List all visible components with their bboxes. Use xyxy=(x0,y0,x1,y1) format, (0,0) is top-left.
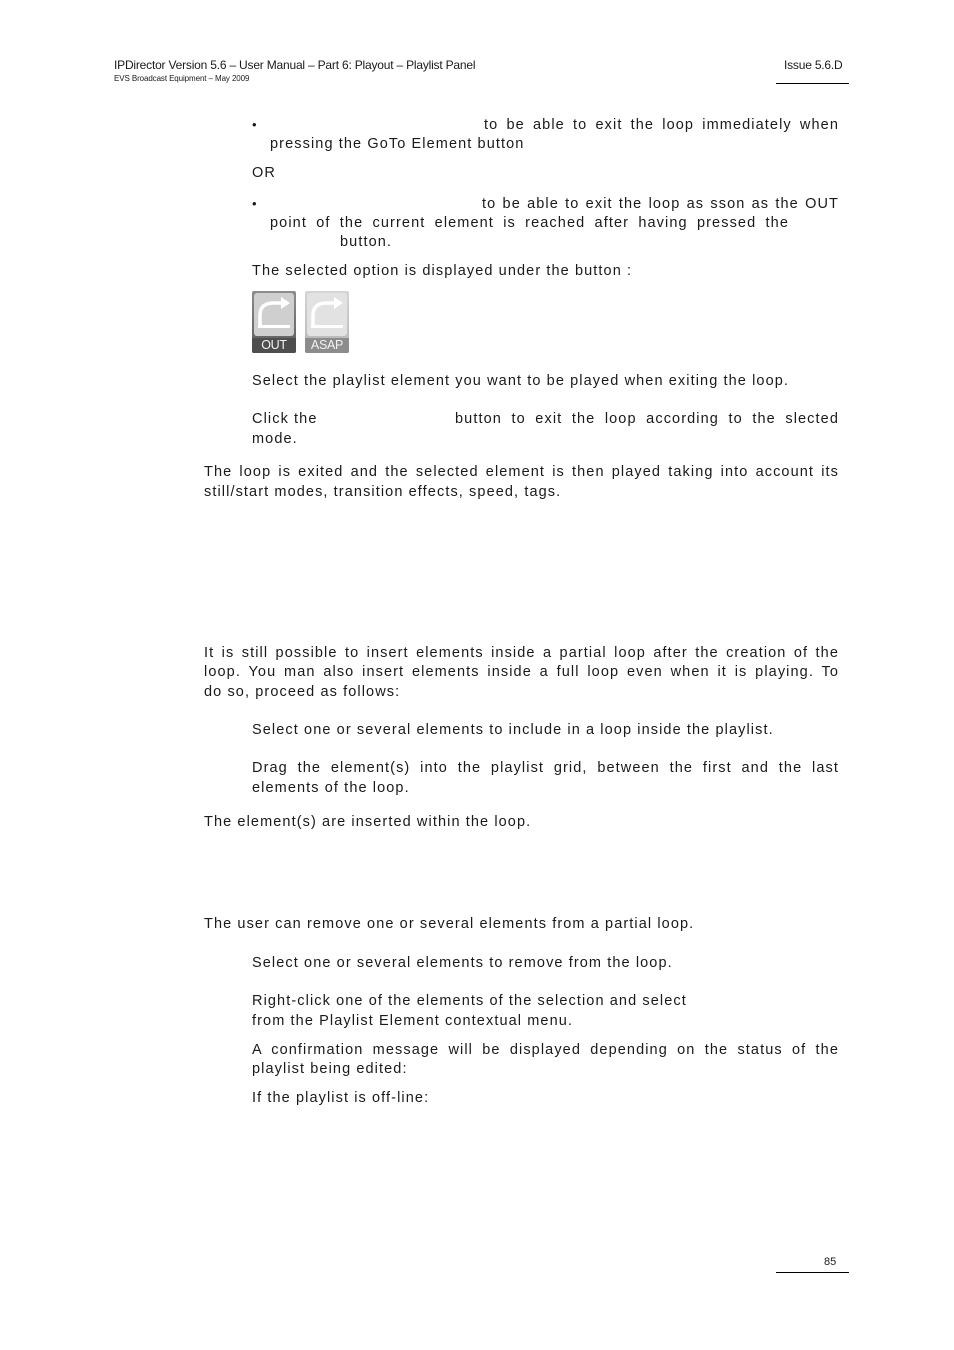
click-step-b: button to exit the loop according to the slected xyxy=(455,411,839,427)
out-label: OUT xyxy=(252,338,296,353)
insert-result: The element(s) are inserted within the loop. xyxy=(204,814,532,830)
remove-step2-line2: from the Playlist Element contextual menu. xyxy=(252,1013,574,1029)
bullet2-line2: point of the current element is reached after having pressed the xyxy=(270,215,789,231)
click-step-a: Click the xyxy=(252,411,318,427)
select-step: Select the playlist element you want to be played when exiting the loop. xyxy=(252,373,790,389)
header-rule xyxy=(776,83,849,84)
header-title: IPDirector Version 5.6 – User Manual – Part 6: Playout – Playlist Panel xyxy=(114,58,476,72)
remove-step4: If the playlist is off-line: xyxy=(252,1090,430,1106)
displayed-text: The selected option is displayed under the button : xyxy=(252,263,633,279)
bullet2-line3: button. xyxy=(340,234,393,250)
insert-intro-line3: do so, proceed as follows: xyxy=(204,684,401,700)
header-subtitle: EVS Broadcast Equipment – May 2009 xyxy=(114,74,250,83)
remove-intro: The user can remove one or several elements from a partial loop. xyxy=(204,916,695,932)
loop-exit-out-button xyxy=(252,291,296,353)
asap-label: ASAP xyxy=(305,338,349,353)
loop-exit-asap-button xyxy=(305,291,349,353)
result-line1: The loop is exited and the selected element is then played taking into account its xyxy=(204,464,839,480)
insert-intro-line1: It is still possible to insert elements inside a partial loop after the creation of the xyxy=(204,645,839,661)
header-issue: Issue 5.6.D xyxy=(784,58,843,72)
bullet1-line2: pressing the GoTo Element button xyxy=(270,136,525,152)
bullet1-line1: to be able to exit the loop immediately when xyxy=(484,117,839,133)
loop-exit-arrow-icon xyxy=(305,291,349,338)
remove-step2-line1: Right-click one of the elements of the selection and select xyxy=(252,993,687,1009)
bullet-glyph: • xyxy=(252,117,257,132)
insert-step2-line1: Drag the element(s) into the playlist grid, between the first and the last xyxy=(252,760,839,776)
loop-exit-arrow-icon xyxy=(252,291,296,338)
click-step-c: mode. xyxy=(252,431,298,447)
bullet2-line1: to be able to exit the loop as sson as the OUT xyxy=(482,196,839,212)
bullet-glyph: • xyxy=(252,196,257,211)
insert-step2-line2: elements of the loop. xyxy=(252,780,410,796)
remove-step1: Select one or several elements to remove from the loop. xyxy=(252,955,673,971)
insert-step1: Select one or several elements to include in a loop inside the playlist. xyxy=(252,722,774,738)
page-number: 85 xyxy=(824,1256,837,1268)
insert-intro-line2: loop. You man also insert elements inside a full loop even when it is playing. To xyxy=(204,664,839,680)
remove-step3-line1: A confirmation message will be displayed depending on the status of the xyxy=(252,1042,839,1058)
result-line2: still/start modes, transition effects, speed, tags. xyxy=(204,484,562,500)
or-text: OR xyxy=(252,165,276,181)
footer-rule xyxy=(776,1272,849,1273)
remove-step3-line2: playlist being edited: xyxy=(252,1061,408,1077)
